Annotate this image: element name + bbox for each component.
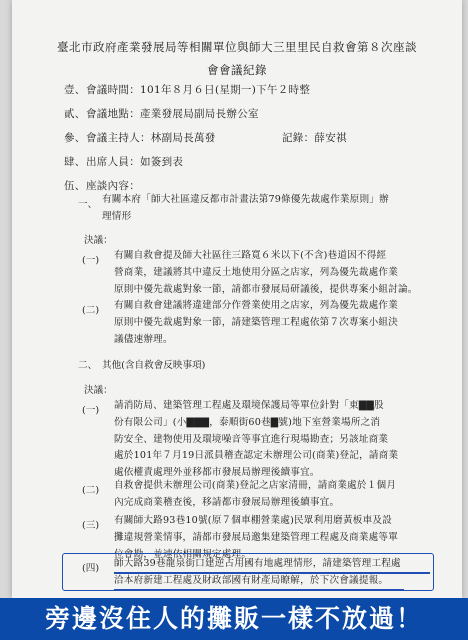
s2-item-2-text: 自救會提供未辦理公司(商業)登記之店家清冊，請商業處於１個月 內完成商業稽查後，移請都市發展局辦理後續事宜。 (114, 480, 397, 508)
highlight-underline-1 (114, 572, 430, 574)
s2-item-1-text: 請消防局、建築管理工程處及環境保護局等單位針對「東▇▇股 份有限公司」(小▇▇▇，泰順街60巷▇號)地下室營業場所之消 防安全、建物使用及環境噪音等事宜進行現場勘查；另該址商業 處於101年７月19日派員稽查認定未辦理公司(商業)登記，請商業 處依權責處理外並移都市發展局辦理後續事宜。 (114, 400, 399, 479)
meeting-recorder: 記錄：薛安祺 (282, 132, 347, 144)
highlight-underline-2 (114, 589, 404, 591)
s1-item-2-number: (二) (82, 305, 100, 316)
document-page (12, 0, 462, 598)
section-1-resolution-label: 決議： (84, 235, 113, 246)
s2-item-4-text: 師大路39巷龍泉街口建逆占用國有地處理情形，請建築管理工程處 洽本府新建工程處及財政部國有財產局瞭解，於下次會議提報。 (114, 558, 401, 586)
meeting-chair: 參、會議主持人：林副局長萬發 (64, 132, 216, 144)
section-2-resolution-label: 決議： (84, 385, 113, 396)
title-line-2: 會會議紀錄 (207, 63, 267, 77)
s1-item-1-number: (一) (82, 255, 100, 266)
s2-item-2-number: (二) (82, 485, 100, 496)
s2-item-3-text: 有關師大路93巷10號(原７個車棚營業處)民眾利用磨黃板車及設 攤違規營業情事，請都市發展局邀集建築管理工程處及商業處等單 位會勘，並速依相關規定處理。 (114, 515, 399, 560)
s2-item-3-number: (三) (82, 520, 100, 531)
document-title (12, 36, 462, 82)
section-2-title: 其他(含自救會反映事項) (102, 360, 206, 371)
section-1-topic: 有關本府「師大社區違反都市計畫法第79條優先裁處作業原則」辦 理情形 (102, 194, 389, 222)
s2-item-4-number: (四) (82, 563, 100, 574)
title-line-1: 臺北市政府產業發展局等相關單位與師大三里里民自救會第８次座談 (57, 40, 417, 54)
meeting-time: 壹、會議時間：101年８月６日(星期一)下午２時整 (64, 84, 311, 96)
attendees: 肆、出席人員：如簽到表 (64, 156, 184, 168)
meeting-location: 貳、會議地點：產業發展局副局長辦公室 (64, 108, 259, 120)
caption-banner: 旁邊沒住人的攤販一樣不放過！ (0, 598, 468, 640)
s1-item-1-text: 有關自救會提及師大社區往三路寬６米以下(不含)巷道因不得經 營商業，建議將其中違反土地使用分區之店家，列為優先裁處作業 原則中優先裁處對象一節，請都市發展局研議後，提供專案小組討論。 (114, 250, 418, 295)
s2-item-1-number: (一) (82, 405, 100, 416)
s1-item-2-text: 有關自救會建議將違建部分作營業使用之店家，列為優先裁處作業 原則中優先裁處對象一節，請建築管理工程處依第７次專案小組決 議儘速辦理。 (114, 300, 399, 345)
section-2-number: 二、 (78, 360, 98, 371)
section-1-number: 一、 (78, 199, 98, 210)
discussion-heading: 伍、座談內容： (64, 180, 140, 192)
